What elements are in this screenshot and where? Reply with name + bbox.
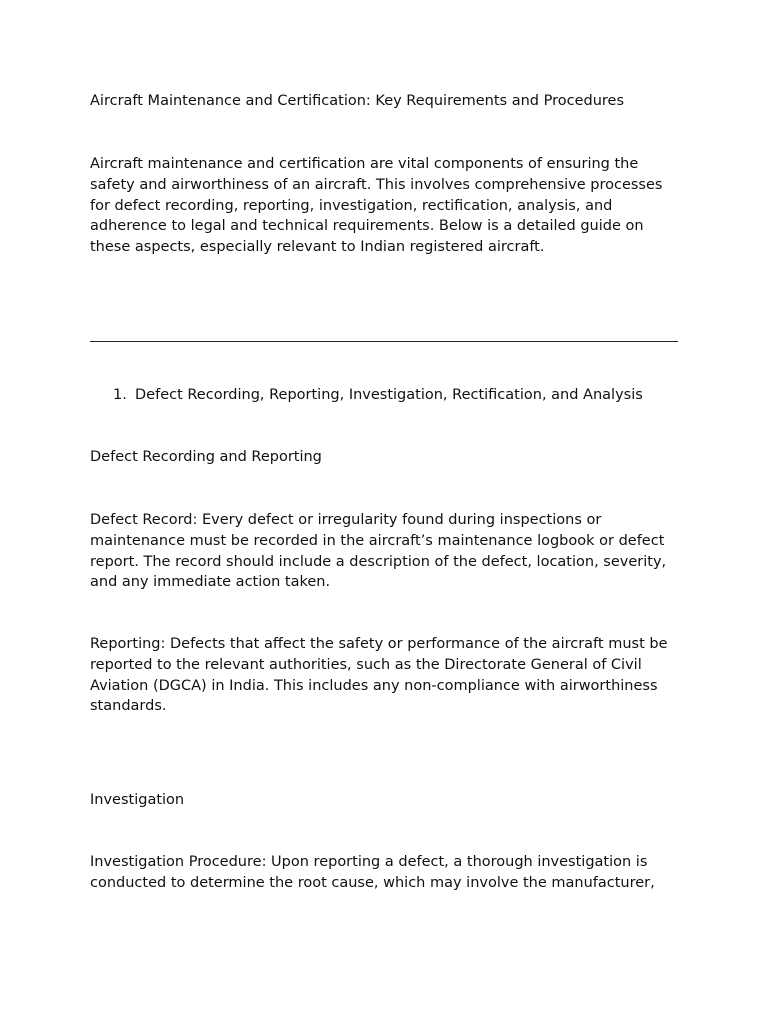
paragraph-investigation: Investigation Procedure: Upon reporting a defect, a thorough investigation is conducted to determine the root cause, which may involve the manufacturer, <box>90 854 655 891</box>
intro-paragraph: Aircraft maintenance and certification are vital components of ensuring the safety and airworthiness of an aircraft. This involves comprehensive processes for defect recording, reporting, investigation, rectification, analysis, and adherence to legal and technical requirements. Below is a detailed guide on these aspects, especially relevant to Indian registered aircraft. <box>90 156 663 256</box>
paragraph-reporting: Reporting: Defects that affect the safety or performance of the aircraft must be reported to the relevant authorities, such as the Directorate General of Civil Aviation (DGCA) in India. This includes any non-compliance with airworthiness standards. <box>90 636 668 715</box>
section-heading-1 <box>113 385 693 406</box>
paragraph-defect-record: Defect Record: Every defect or irregularity found during inspections or maintenance must be recorded in the aircraft’s maintenance logbook or defect report. The record should include a description of the defect, location, severity, and any immediate action taken. <box>90 512 667 591</box>
section-heading-text: Defect Recording, Reporting, Investigation, Rectification, and Analysis <box>135 387 643 403</box>
subheading-defect-recording: Defect Recording and Reporting <box>90 449 322 465</box>
subheading-investigation: Investigation <box>90 792 185 808</box>
document-title: Aircraft Maintenance and Certification: Key Requirements and Procedures <box>90 93 625 109</box>
section-number: 1. <box>113 387 127 403</box>
horizontal-rule <box>90 341 678 342</box>
